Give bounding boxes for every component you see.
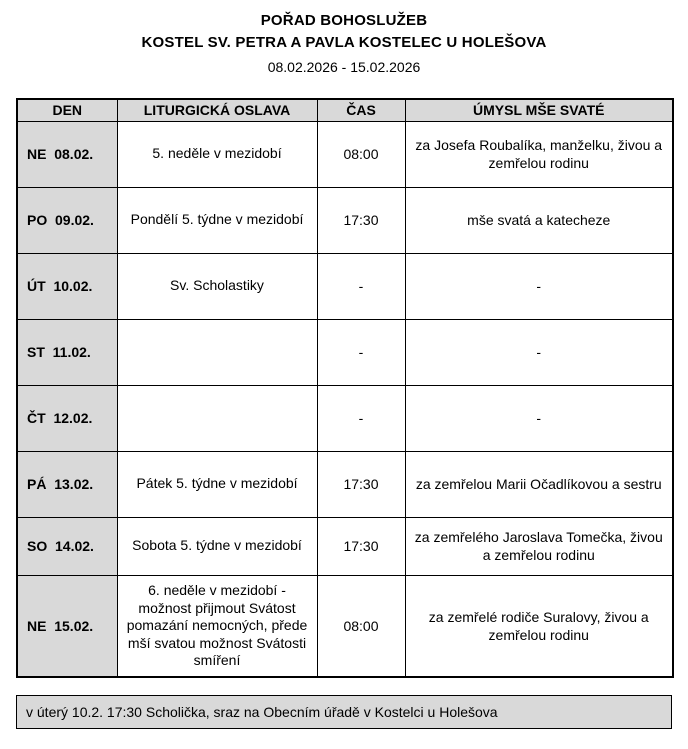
column-header-cas: ČAS [317, 99, 405, 121]
cell-celebration: 5. neděle v mezidobí [117, 121, 317, 187]
cell-day: SO 14.02. [17, 517, 117, 575]
cell-time: 08:00 [317, 121, 405, 187]
cell-time: - [317, 385, 405, 451]
column-header-umysl: ÚMYSL MŠE SVATÉ [405, 99, 673, 121]
table-row [17, 517, 673, 575]
column-header-liturgicka-oslava: LITURGICKÁ OSLAVA [117, 99, 317, 121]
table-row [17, 121, 673, 187]
cell-celebration: 6. neděle v mezidobí - možnost přijmout Svátost pomazání nemocných, přede mší svatou možnost Svátosti smíření [117, 575, 317, 677]
cell-intention: za Josefa Roubalíka, manželku, živou a zemřelou rodinu [405, 121, 673, 187]
cell-time: 17:30 [317, 451, 405, 517]
cell-time: - [317, 253, 405, 319]
cell-celebration: Sobota 5. týdne v mezidobí [117, 517, 317, 575]
cell-time: 08:00 [317, 575, 405, 677]
cell-day: NE 15.02. [17, 575, 117, 677]
document-header [16, 12, 672, 75]
table-row [17, 187, 673, 253]
cell-celebration: Pátek 5. týdne v mezidobí [117, 451, 317, 517]
table-row [17, 319, 673, 385]
cell-intention: za zemřelého Jaroslava Tomečka, živou a zemřelou rodinu [405, 517, 673, 575]
cell-day: PO 09.02. [17, 187, 117, 253]
table-header-row [17, 99, 673, 121]
table-row [17, 253, 673, 319]
cell-celebration: Sv. Scholastiky [117, 253, 317, 319]
cell-intention: mše svatá a katecheze [405, 187, 673, 253]
cell-intention: za zemřelé rodiče Suralovy, živou a zemřelou rodinu [405, 575, 673, 677]
column-header-den: DEN [17, 99, 117, 121]
table-row [17, 451, 673, 517]
cell-celebration [117, 319, 317, 385]
cell-celebration [117, 385, 317, 451]
cell-intention: - [405, 319, 673, 385]
cell-day: ÚT 10.02. [17, 253, 117, 319]
footer-note: v úterý 10.2. 17:30 Scholička, sraz na Obecním úřadě v Kostelci u Holešova [16, 695, 672, 729]
cell-day: ST 11.02. [17, 319, 117, 385]
cell-intention: - [405, 253, 673, 319]
cell-celebration: Pondělí 5. týdne v mezidobí [117, 187, 317, 253]
table-row [17, 575, 673, 677]
church-name: KOSTEL SV. PETRA A PAVLA KOSTELEC U HOLEŠOVA [141, 34, 547, 51]
schedule-table [16, 98, 674, 678]
cell-day: NE 08.02. [17, 121, 117, 187]
document-title: POŘAD BOHOSLUŽEB [260, 12, 428, 29]
table-row [17, 385, 673, 451]
cell-time: 17:30 [317, 517, 405, 575]
cell-day: PÁ 13.02. [17, 451, 117, 517]
date-range: 08.02.2026 - 15.02.2026 [267, 59, 421, 75]
cell-intention: - [405, 385, 673, 451]
cell-time: 17:30 [317, 187, 405, 253]
cell-intention: za zemřelou Marii Očadlíkovou a sestru [405, 451, 673, 517]
cell-day: ČT 12.02. [17, 385, 117, 451]
cell-time: - [317, 319, 405, 385]
